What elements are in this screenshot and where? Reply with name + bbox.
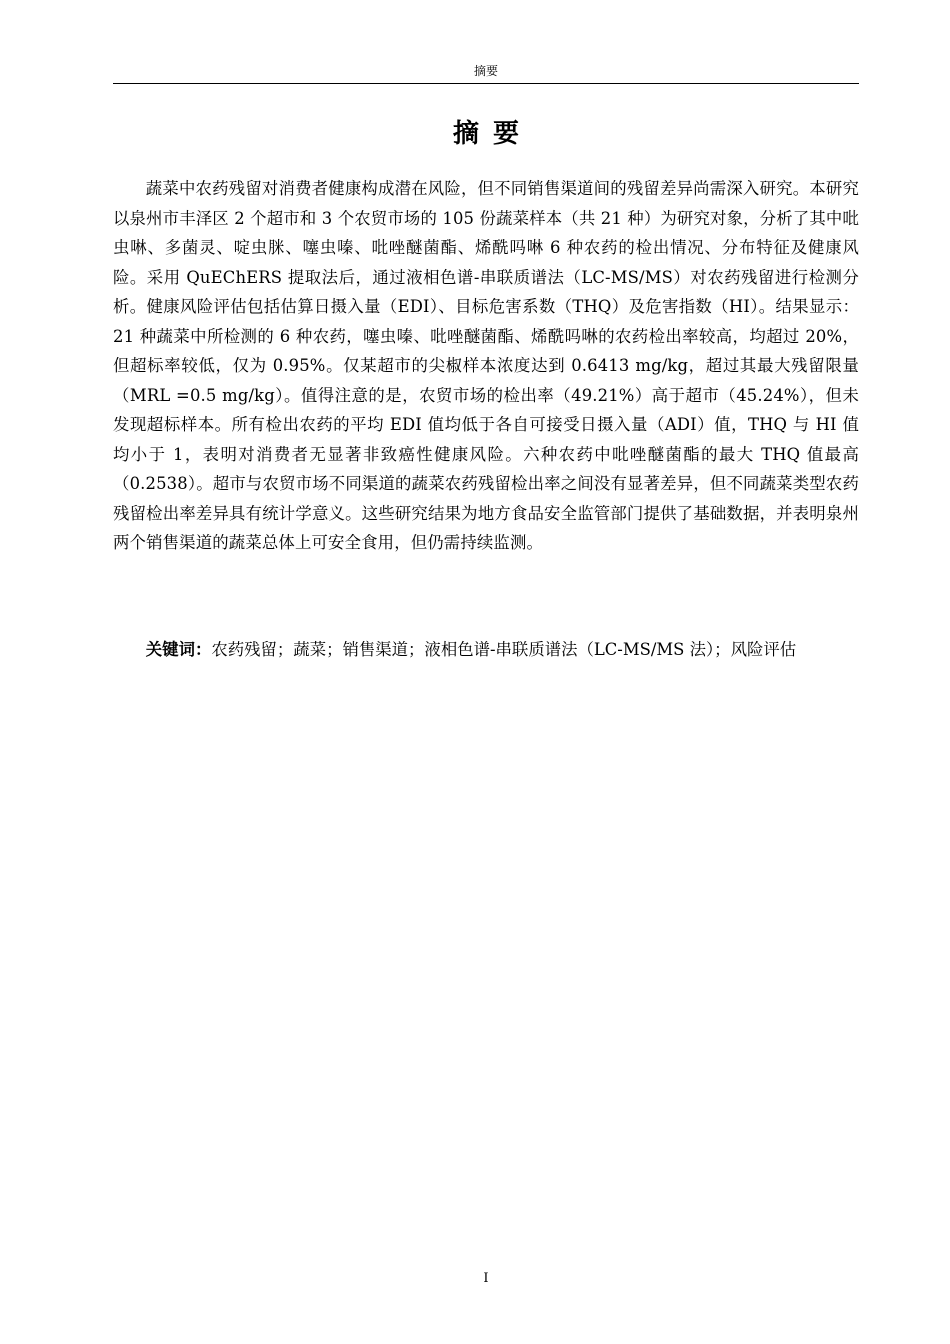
keywords-text: 农药残留；蔬菜；销售渠道；液相色谱-串联质谱法（LC-MS/MS 法）；风险评估	[211, 640, 797, 659]
page-title: 摘要	[452, 119, 533, 149]
keywords-paragraph	[113, 635, 859, 665]
page-number: I	[483, 1271, 489, 1286]
keywords-label: 关键词：	[145, 640, 212, 659]
abstract-paragraph: 蔬菜中农药残留对消费者健康构成潜在风险，但不同销售渠道间的残留差异尚需深入研究。本研究以泉州市丰泽区 2 个超市和 3 个农贸市场的 105 份蔬菜样本（共 21 种）为研究对象，分析了其中吡虫啉、多菌灵、啶虫脒、噻虫嗪、吡唑醚菌酯、烯酰吗啉 6 种农药的检出情况、分布特征及健康风险。采用 QuEChERS 提取法后，通过液相色谱-串联质谱法（LC-MS/MS）对农药残留进行检测分析。健康风险评估包括估算日摄入量（EDI）、目标危害系数（THQ）及危害指数（HI）。结果显示：21 种蔬菜中所检测的 6 种农药，噻虫嗪、吡唑醚菌酯、烯酰吗啉的农药检出率较高，均超过 20%，但超标率较低，仅为 0.95%。仅某超市的尖椒样本浓度达到 0.6413 mg/kg，超过其最大残留限量（MRL =0.5 mg/kg）。值得注意的是，农贸市场的检出率（49.21%）高于超市（45.24%），但未发现超标样本。所有检出农药的平均 EDI 值均低于各自可接受日摄入量（ADI）值，THQ 与 HI 值均小于 1，表明对消费者无显著非致癌性健康风险。六种农药中吡唑醚菌酯的最大 THQ 值最高（0.2538）。超市与农贸市场不同渠道的蔬菜农药残留检出率之间没有显著差异，但不同蔬菜类型农药残留检出率差异具有统计学意义。这些研究结果为地方食品安全监管部门提供了基础数据，并表明泉州两个销售渠道的蔬菜总体上可安全食用，但仍需持续监测。	[113, 179, 859, 552]
header-divider	[113, 83, 859, 84]
running-header: 摘要	[473, 64, 498, 78]
